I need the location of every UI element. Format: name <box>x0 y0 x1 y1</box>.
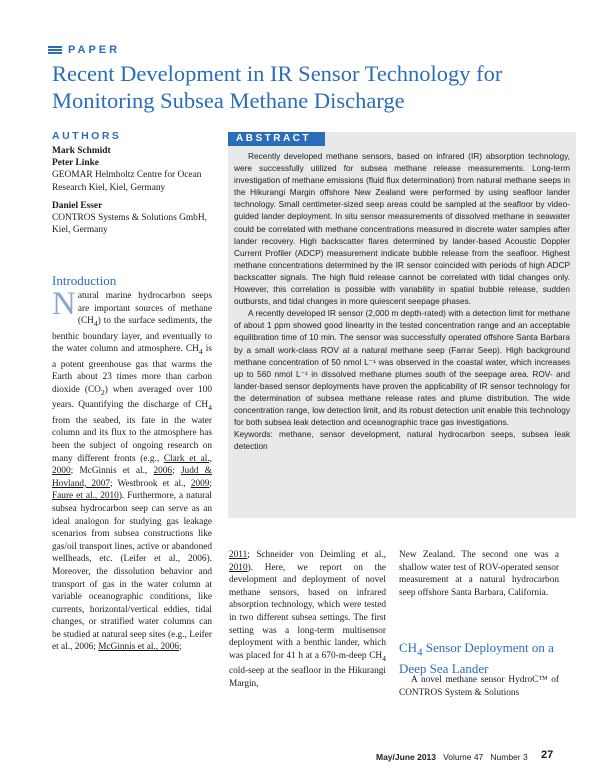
author-name: Mark Schmidt <box>52 146 111 156</box>
abstract-keywords: Keywords: methane, sensor development, natural hydrocarbon seeps, subsea leak detection <box>234 429 570 452</box>
citation-link[interactable]: McGinnis et al., 2006 <box>98 642 180 653</box>
abstract-text <box>234 150 570 452</box>
author-name: Peter Linke <box>52 158 99 169</box>
section-heading: $CH_4$ Sensor Deployment on a Deep Sea Lander <box>399 640 554 676</box>
citation-link[interactable]: 2006 <box>153 466 173 477</box>
abstract-paragraph: A recently developed IR sensor (2,000 m depth-rated) with a detection limit for methane of about 1 ppm showed good linearity in the tested concentration range and an acceptable equilibration time of 10 min. The sensor was successfully operated offshore Santa Barbara by a small work-class ROV at a natural methane seep (Farrar Seep). High background methane concentration of 50 nmol L⁻¹ was observed in the coastal water, which increases up to 560 nmol L⁻¹ in dissolved methane plumes south of the seepage area. ROV- and lander-based sensor deployments have proven the applicability of IR sensor technology for the determination of subsea methane release rates and plume distribution. The wide concentration range, low detection limit, and its robust detection unit enable this technology for both subsea leak detection and oceanographic trace gas investigations. <box>234 308 570 428</box>
abstract-paragraph: Recently developed methane sensors, based on infrared (IR) absorption technology, were successfully utilized for subsea methane release measurements. Long-term investigation of methane emissions (fluid flux determination) from natural methane seeps in the Hikurangi Margin offshore New Zealand were performed by using seafloor lander technology. Small centimeter-sized seep areas could be sampled at the seafloor by video-guided lander deployment. In situ sensor measurements of dissolved methane in seawater could be correlated with methane concentrations measured in discrete water samples after lander recovery. High backscatter flares determined by lander-based Acoustic Doppler Current Profiler (ADCP) measurement indicate bubble release from the seafloor. Highest methane concentrations determined by the IR sensor coincided with periods of high ADCP backscatter signals. The high fluid release cannot be correlated with tidal changes only. However, this correlation is possible with variability in spatial bubble release, sudden outbursts, and tidal changes in more quiescent seepage phases. <box>234 151 570 307</box>
body-column: A novel methane sensor HydroC™ of CONTROS System & Solutions <box>399 675 559 698</box>
citation-link[interactable]: Faure et al., 2010 <box>52 491 119 502</box>
intro-column: Natural marine hydrocarbon seeps are important sources of methane $(CH_4)$ to the surface sediments, the benthic boundary layer, and eventually to the water column and atmosphere. $CH_4$ is a potent greenhouse gas that warms the Earth about 23 times more than carbon dioxide $(CO_2)$ when averaged over 100 years. Quantifying the discharge of $CH_4$ from the seabed, its fate in the water column and its flux to the atmosphere has been the subject of ongoing research on many different fronts (e.g., Clark et al., 2000; McGinnis et al., 2006; Judd & Hovland, 2007; Westbrook et al., 2009; Faure et al., 2010). Furthermore, a natural subsea hydrocarbon seep can serve as an ideal analogon for studying gas leakage scenarios from subsea constructions like gas/oil transport lines, active or abandoned wellheads, etc. (Leifer et al., 2006). Moreover, the dissolution behavior and transport of gas in the water column at variable oceanographic conditions, like currents, horizontal/vertical eddies, tidal changes, or stratified water columns can be studied at natural seep sites (e.g., Leifer et al., 2006; McGinnis et al., 2006; <box>52 286 213 653</box>
page-title: Recent Development in IR Sensor Technology for Monitoring Subsea Methane Discharge <box>52 61 503 113</box>
stripes-icon <box>48 46 62 54</box>
intro-heading: Introduction <box>52 273 117 288</box>
author-affiliation: GEOMAR Helmholtz Centre for Ocean Research Kiel, Kiel, Germany <box>52 170 202 193</box>
abstract-label: ABSTRACT <box>228 132 325 146</box>
body-column: New Zealand. The second one was a shallow water test of ROV-operated sensor measurement at a natural hydrocarbon seep offshore Santa Barbara, California. <box>399 550 559 598</box>
citation-link[interactable]: Judd & Hovland, 2007 <box>52 466 212 489</box>
authors-label: AUTHORS <box>52 130 122 142</box>
citation-link[interactable]: Clark et al., 2000 <box>52 453 212 477</box>
page-number: 27 <box>541 749 554 761</box>
author-affiliation: CONTROS Systems & Solutions GmbH, Kiel, Germany <box>52 213 207 236</box>
authors-block <box>52 145 222 236</box>
section-label <box>48 44 120 56</box>
abstract-box <box>228 132 576 518</box>
author-name: Daniel Esser <box>52 200 103 211</box>
citation-link[interactable]: 2009 <box>190 478 210 489</box>
footer: May/June 2013 Volume 47 Number 3 <box>376 752 528 762</box>
citation-link[interactable]: 2011 <box>229 550 248 560</box>
body-column: 2011; Schneider von Deimling et al., 2010). Here, we report on the development and deployment of novel methane sensors, based on infrared absorption technology, which were tested in two different subsea settings. The first setting was a long-term multisensor deployment with a benthic lander, which was placed for 41 h at a 670-m-deep $CH_4$ cold-seep at the seafloor in the Hikurangi Margin, <box>229 550 386 689</box>
citation-link[interactable]: 2010 <box>229 562 248 573</box>
section-label-text: PAPER <box>68 44 121 56</box>
drop-cap: N <box>52 286 76 322</box>
